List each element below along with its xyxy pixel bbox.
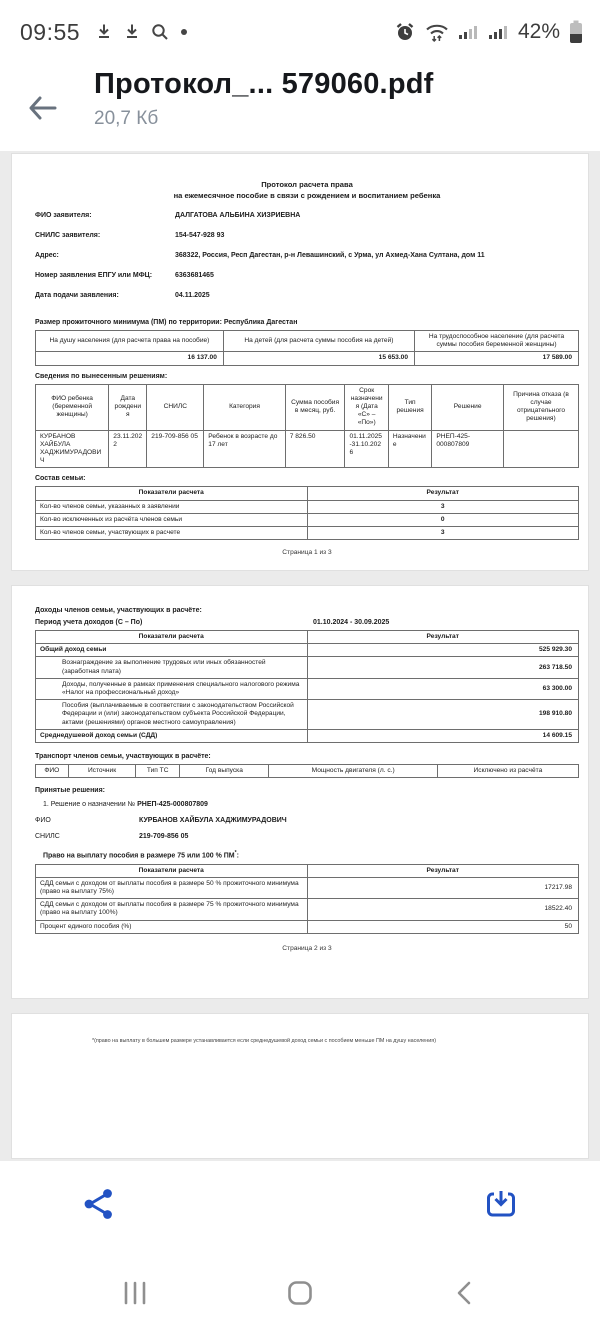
info-row: Дата подачи заявления: 04.11.2025	[35, 292, 210, 299]
pdf-page-2	[11, 585, 589, 999]
footnote: *(право на выплату в большем размере устанавливается если среднедушевой доход семьи с пособием меньше ПМ на душу населения)	[92, 1038, 437, 1044]
page-footer: Страница 1 из 3	[282, 549, 332, 557]
battery-percent-label: 42%	[517, 20, 560, 43]
wifi-icon	[424, 21, 450, 43]
signal-icon	[488, 22, 510, 42]
income-caption: Доходы членов семьи, участвующих в расчёте:	[35, 607, 202, 614]
battery-icon	[568, 19, 584, 45]
page-footer: Страница 2 из 3	[282, 944, 332, 952]
decision-line: 1. Решение о назначении № РНЕП-425-000807809	[43, 801, 208, 809]
decision-number: РНЕП-425-000807809	[137, 801, 208, 809]
income-period-value: 01.10.2024 - 30.09.2025	[313, 619, 390, 626]
income-period-row: Период учета доходов (С – По) 01.10.2024 - 30.09.2025	[35, 619, 390, 626]
status-bar	[0, 0, 600, 54]
navigation-bar	[0, 1259, 600, 1331]
income-table: Показатели расчета Результат Общий доход семьи 525 929.30 Вознаграждение за выполнение трудовых или иных обязанностей (заработная плата) 263 718.50 Доходы, полученные в рамках применения специального налогового режима «Налог на профессиональный доход» 63 300.00 Пособия (выплачиваемые в соответствии с законодательством Российской Федерации и (или) законодательством субъекта Российской Федерации, актами (решениями) органов местного самоуправления) 198 910.80 Среднедушевой доход семьи (СДД) 14 609.15	[35, 630, 579, 743]
table-row: Кол-во членов семьи, указанных в заявлении 3	[36, 500, 579, 513]
table-row: Вознаграждение за выполнение трудовых или иных обязанностей (заработная плата) 263 718.50	[36, 657, 579, 678]
clock-time: 09:55	[20, 18, 81, 45]
download-done-icon	[94, 22, 114, 42]
file-header	[0, 54, 600, 151]
recents-icon	[121, 1279, 149, 1312]
file-size: 20,7 Кб	[94, 108, 159, 129]
dot-icon	[178, 26, 190, 38]
info-row: Номер заявления ЕПГУ или МФЦ: 6363681465	[35, 272, 214, 279]
recents-button[interactable]	[105, 1279, 165, 1312]
save-download-icon	[484, 1208, 518, 1225]
applicant-info	[35, 212, 579, 312]
snils-row: СНИЛС 219-709-856 05	[35, 833, 189, 841]
pdf-page-3	[11, 1013, 589, 1159]
decisions-table: ФИО ребенка (беременной женщины) Дата рождения СНИЛС Категория Сумма пособия в месяц, руб. Срок назначения (Дата «С» – «По») Тип решения Решение Причина отказа (в случае отрицательного решения) КУРБАНОВ ХАЙБУЛА ХАДЖИМУРАДОВИЧ 23.11.2022 219-709-856 05 Ребенок в возрасте до 17 лет 7 826.50 01.11.2025-31.10.2026 Назначение РНЕП-425-000807809	[35, 384, 579, 469]
pm-table: На душу населения (для расчета права на пособие) На детей (для расчета суммы пособия на детей) На трудоспособное население (для расчета суммы пособия беременной женщины) 16 137.00 15 653.00 17 589.00	[35, 330, 579, 366]
decision-row: КУРБАНОВ ХАЙБУЛА ХАДЖИМУРАДОВИЧ 23.11.2022 219-709-856 05 Ребенок в возрасте до 17 лет 7 826.50 01.11.2025-31.10.2026 Назначение РНЕП-425-000807809	[36, 430, 579, 468]
decisions-caption: Сведения по вынесенным решениям:	[35, 372, 168, 380]
table-row: Общий доход семьи 525 929.30	[36, 644, 579, 657]
entitlement-caption: Право на выплату пособия в размере 75 или 100 % ПМ*:	[43, 850, 239, 860]
home-button[interactable]	[270, 1279, 330, 1312]
info-row: Адрес: 368322, Россия, Респ Дагестан, р-н Левашинский, с Урма, ул Ахмед-Хана Султана, дом 11	[35, 252, 485, 259]
table-row: Кол-во исключенных из расчёта членов семьи 0	[36, 513, 579, 526]
accepted-decisions-caption: Принятые решения:	[35, 787, 106, 795]
table-row: Кол-во членов семьи, участвующих в расчете 3	[36, 527, 579, 540]
table-row: СДД семьи с доходом от выплаты пособия в размере 75 % прожиточного минимума (право на выплату 100%) 18522.40	[36, 899, 579, 920]
table-row: Среднедушевой доход семьи (СДД) 14 609.15	[36, 729, 579, 742]
download-button[interactable]	[484, 1187, 518, 1221]
family-caption: Состав семьи:	[35, 475, 86, 483]
fio-row: ФИО КУРБАНОВ ХАЙБУЛА ХАДЖИМУРАДОВИЧ	[35, 817, 287, 825]
signal-icon	[458, 22, 480, 42]
home-icon	[286, 1279, 314, 1312]
file-title: Протокол_... 579060.pdf	[94, 68, 434, 100]
search-icon	[150, 22, 170, 42]
table-row: Доходы, полученные в рамках применения специального налогового режима «Налог на профессиональный доход» 63 300.00	[36, 678, 579, 699]
share-button[interactable]	[82, 1187, 116, 1221]
back-icon	[451, 1279, 479, 1312]
back-nav-button[interactable]	[435, 1279, 495, 1312]
action-bar	[0, 1161, 600, 1259]
info-row: ФИО заявителя: ДАЛГАТОВА АЛЬБИНА ХИЗРИЕВНА	[35, 212, 301, 219]
table-row: СДД семьи с доходом от выплаты пособия в размере 50 % прожиточного минимума (право на выплату 75%) 17217.98	[36, 877, 579, 898]
family-table: Показатели расчета Результат Кол-во членов семьи, указанных в заявлении 3 Кол-во исключенных из расчёта членов семьи 0 Кол-во членов семьи, участвующих в расчете 3	[35, 486, 579, 540]
download-done-icon	[122, 22, 142, 42]
document-title: Протокол расчета права на ежемесячное пособие в связи с рождением и воспитанием ребенка	[173, 180, 441, 200]
info-row: СНИЛС заявителя: 154-547-928 93	[35, 232, 225, 239]
transport-table: ФИО Источник Тип ТС Год выпуска Мощность двигателя (л. с.) Исключено из расчёта	[35, 764, 579, 778]
share-icon	[82, 1208, 116, 1225]
alarm-icon	[394, 21, 416, 43]
table-row: Процент единого пособия (%) 50	[36, 920, 579, 933]
pdf-viewer[interactable]	[0, 151, 600, 1161]
transport-caption: Транспорт членов семьи, участвующих в расчёте:	[35, 753, 211, 761]
entitlement-table: Показатели расчета Результат СДД семьи с доходом от выплаты пособия в размере 50 % прожиточного минимума (право на выплату 75%) 17217.98 СДД семьи с доходом от выплаты пособия в размере 75 % прожиточного минимума (право на выплату 100%) 18522.40 Процент единого пособия (%) 50	[35, 864, 579, 934]
pdf-page-1	[11, 153, 589, 571]
back-button[interactable]	[22, 88, 66, 133]
back-arrow-icon	[22, 115, 62, 132]
pm-caption: Размер прожиточного минимума (ПМ) по территории: Республика Дагестан	[35, 319, 298, 326]
table-row: Пособия (выплачиваемые в соответствии с законодательством Российской Федерации и (или) законодательством субъекта Российской Федерации, актами (решениями) органов местного самоуправления) 198 910.80	[36, 700, 579, 730]
